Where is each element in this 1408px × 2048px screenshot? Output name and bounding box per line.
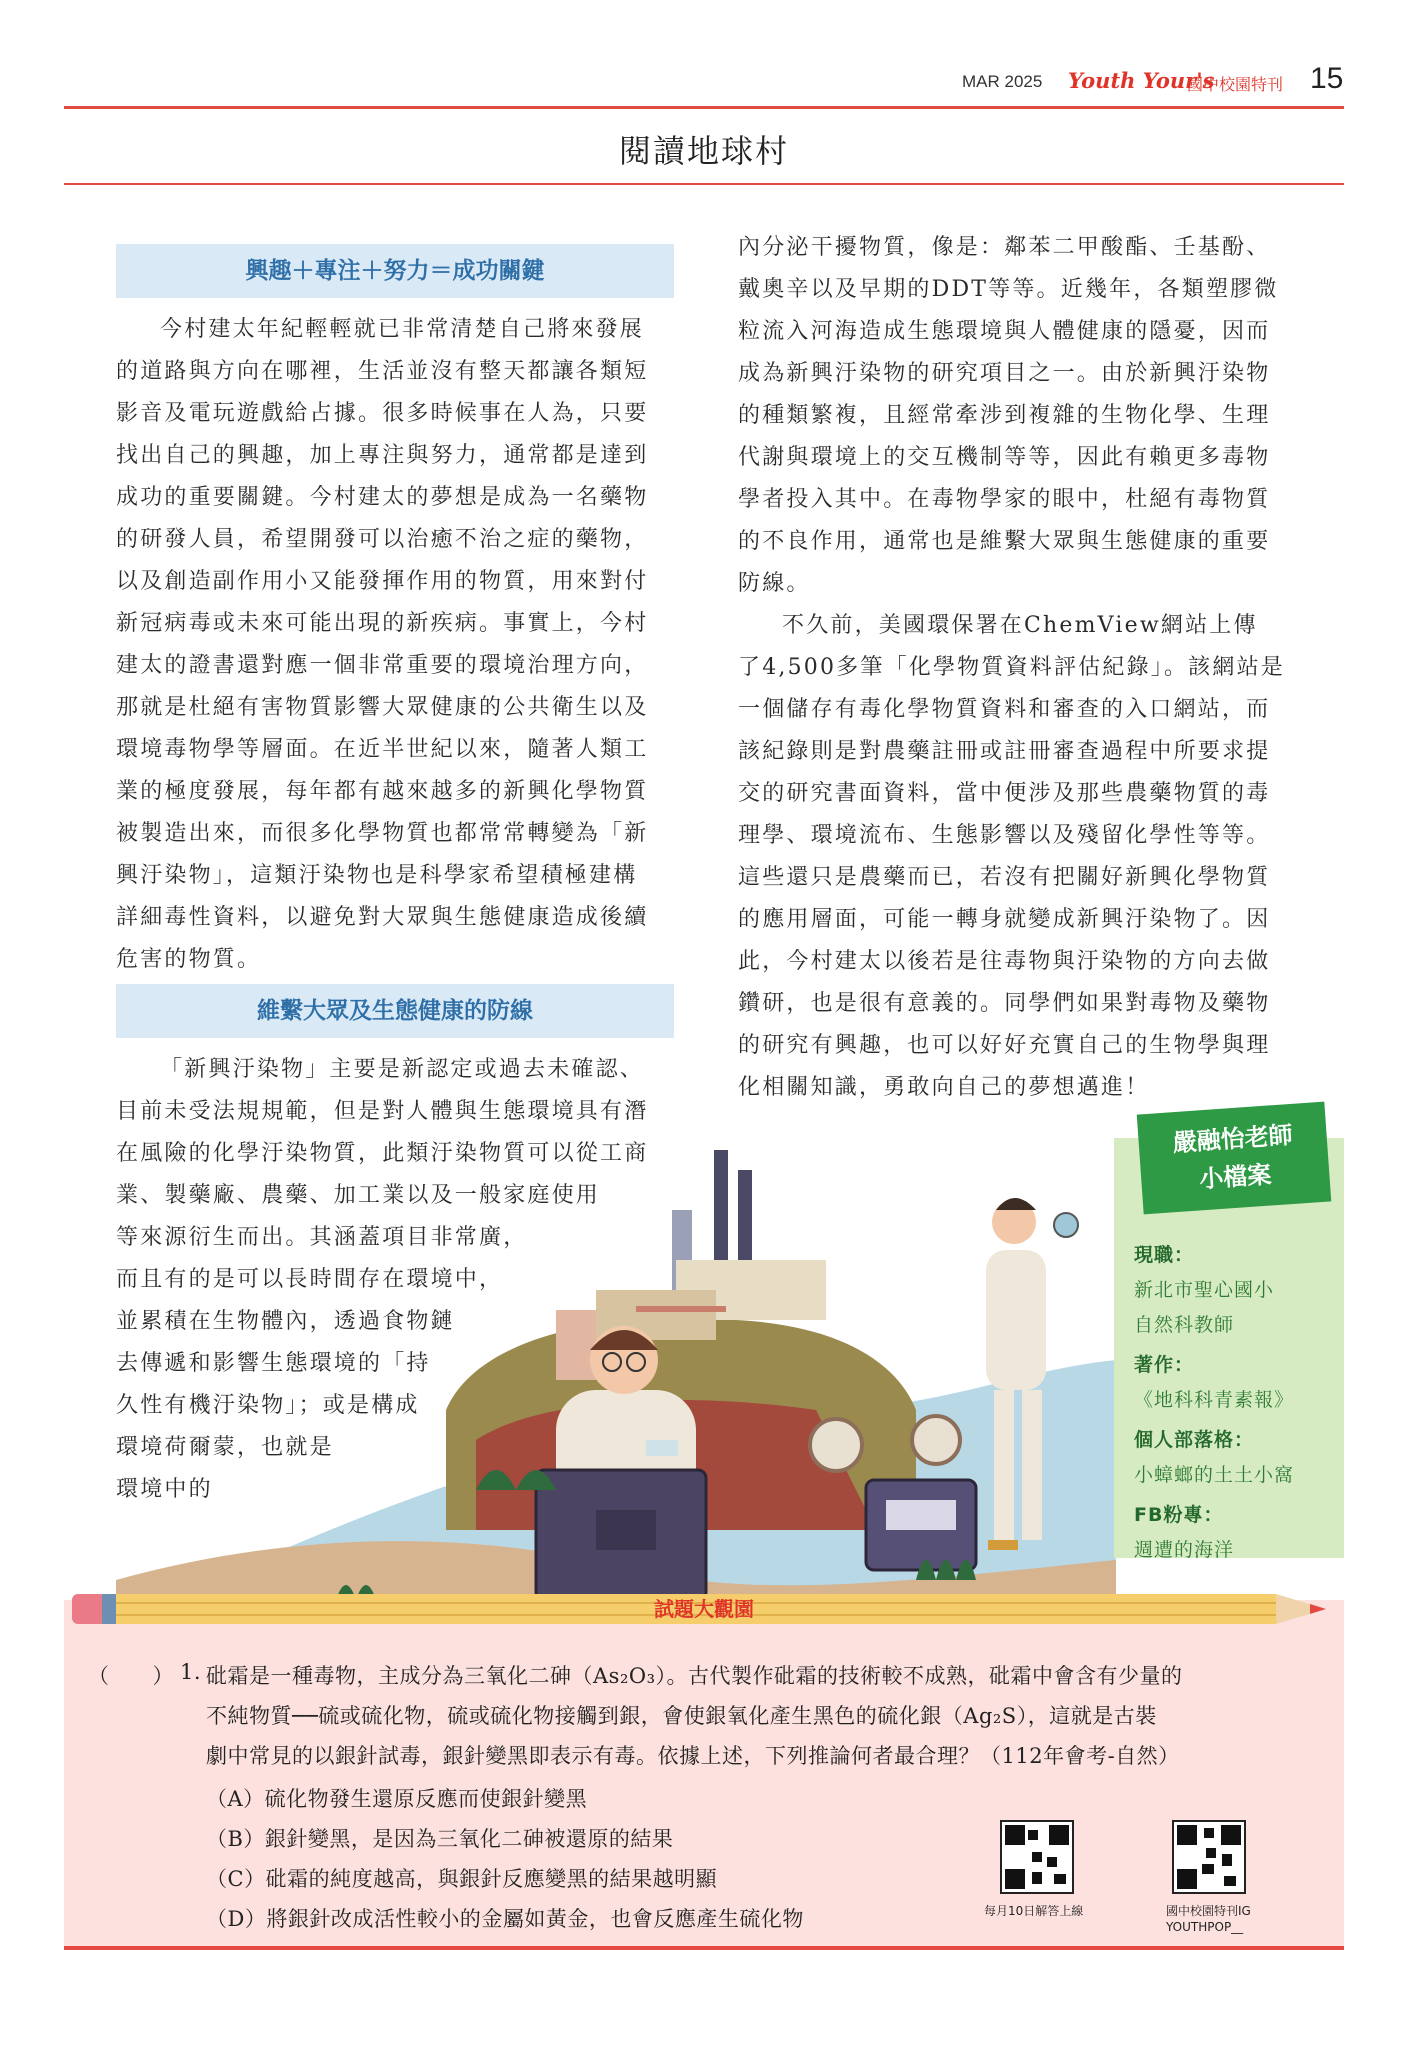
- paragraph-line: 化相關知識，勇敢向自己的夢想邁進！: [738, 1075, 1150, 1100]
- paragraph-line: 興汙染物」，這類汙染物也是科學家希望積極建構: [116, 863, 638, 888]
- paragraph-line: 久性有機汙染物」；或是構成: [116, 1393, 420, 1418]
- paragraph-line: 戴奧辛以及早期的DDT等等。近幾年，各類塑膠微: [738, 277, 1279, 302]
- paragraph-line: 交的研究書面資料，當中便涉及那些農藥物質的毒: [738, 781, 1271, 806]
- paragraph-line: 的應用層面，可能一轉身就變成新興汙染物了。因: [738, 907, 1271, 932]
- publication-name: 國中校園特刊: [1187, 75, 1284, 94]
- paragraph-line: 目前未受法規規範，但是對人體與生態環境具有潛: [116, 1099, 649, 1124]
- paragraph-line: 成功的重要關鍵。今村建太的夢想是成為一名藥物: [116, 485, 649, 510]
- paragraph-line: 業、製藥廠、農藥、加工業以及一般家庭使用: [116, 1183, 601, 1208]
- paragraph-line: 「新興汙染物」主要是新認定或過去未確認、: [160, 1057, 645, 1082]
- profile-works-label: 著作：: [1134, 1354, 1195, 1376]
- quiz-panel: [64, 1600, 1344, 1948]
- paragraph-line: 今村建太年紀輕輕就已非常清楚自己將來發展: [160, 317, 645, 342]
- pollution-scientists-illustration: [116, 1110, 1116, 1620]
- profile-fb-label: FB粉專：: [1134, 1504, 1224, 1526]
- paragraph-line: 不久前，美國環保署在ChemView網站上傳: [782, 613, 1258, 638]
- question-number: 1.: [180, 1660, 202, 1684]
- paragraph-line: 去傳遞和影響生態環境的「持: [116, 1351, 431, 1376]
- profile-job-line1: 新北市聖心國小: [1134, 1279, 1275, 1301]
- paragraph-line: 等來源衍生而出。其涵蓋項目非常廣，: [116, 1225, 528, 1250]
- paragraph-line: 新冠病毒或未來可能出現的新疾病。事實上，今村: [116, 611, 649, 636]
- paragraph-line: 那就是杜絕有害物質影響大眾健康的公共衛生以及: [116, 695, 649, 720]
- question-line-3: 劇中常見的以銀針試毒，銀針變黑即表示有毒。依據上述，下列推論何者最合理？（112年會考-自然）: [206, 1744, 1180, 1768]
- section-title: 閱讀地球村: [618, 132, 789, 170]
- paragraph-line: 鑽研，也是很有意義的。同學們如果對毒物及藥物: [738, 991, 1271, 1016]
- paragraph-line: 業的極度發展，每年都有越來越多的新興化學物質: [116, 779, 649, 804]
- paragraph-line: 而且有的是可以長時間存在環境中，: [116, 1267, 504, 1292]
- paragraph-line: 成為新興汙染物的研究項目之一。由於新興汙染物: [738, 361, 1271, 386]
- paragraph-line: 的道路與方向在哪裡，生活並沒有整天都讓各類短: [116, 359, 649, 384]
- brand-logo: Youth Your's: [1068, 68, 1215, 93]
- paragraph-line: 該紀錄則是對農藥註冊或註冊審查過程中所要求提: [738, 739, 1271, 764]
- paragraph-line: 環境荷爾蒙，也就是: [116, 1435, 334, 1460]
- quiz-bottom-rule: [64, 1946, 1344, 1950]
- paragraph-line: 並累積在生物體內，透過食物鏈: [116, 1309, 455, 1334]
- subheading-interest: 興趣＋專注＋努力＝成功關鍵: [116, 244, 674, 298]
- option-b: （B）銀針變黑，是因為三氧化二砷被還原的結果: [206, 1827, 674, 1851]
- paragraph-line: 學者投入其中。在毒物學家的眼中，杜絕有毒物質: [738, 487, 1271, 512]
- paragraph-line: 建太的證書還對應一個非常重要的環境治理方向，: [116, 653, 649, 678]
- paragraph-line: 環境毒物學等層面。在近半世紀以來，隨著人類工: [116, 737, 649, 762]
- paragraph-line: 防線。: [738, 571, 811, 596]
- paragraph-line: 代謝與環境上的交互機制等等，因此有賴更多毒物: [738, 445, 1271, 470]
- paragraph-line: 以及創造副作用小又能發揮作用的物質，用來對付: [116, 569, 649, 594]
- paragraph-line: 的研究有興趣，也可以好好充實自己的生物學與理: [738, 1033, 1271, 1058]
- subheading-defense-line: 維繫大眾及生態健康的防線: [116, 984, 674, 1038]
- profile-blog-value: 小蟑螂的土土小窩: [1134, 1464, 1295, 1486]
- ig-qr-caption-1: 國中校園特刊IG: [1166, 1904, 1251, 1918]
- question-line-2: 不純物質──硫或硫化物，硫或硫化物接觸到銀，會使銀氧化產生黑色的硫化銀（Ag₂S），這就是古裝: [206, 1704, 1157, 1728]
- qr-pattern-icon: [1002, 1822, 1072, 1892]
- qr-pattern-icon: [1174, 1822, 1244, 1892]
- ig-qr-caption-2: YOUTHPOP__: [1166, 1920, 1244, 1934]
- paragraph-line: 粒流入河海造成生態環境與人體健康的隱憂，因而: [738, 319, 1271, 344]
- paragraph-line: 詳細毒性資料，以避免對大眾與生態健康造成後續: [116, 905, 649, 930]
- paragraph-line: 的不良作用，通常也是維繫大眾與生態健康的重要: [738, 529, 1271, 554]
- profile-job-label: 現職：: [1134, 1244, 1195, 1266]
- issue-date: MAR 2025: [962, 72, 1043, 91]
- answer-bracket: （ ）: [88, 1664, 174, 1688]
- paragraph-line: 找出自己的興趣，加上專注與努力，通常都是達到: [116, 443, 649, 468]
- profile-tag-label: 小檔案: [1198, 1160, 1273, 1194]
- option-a: （A）硫化物發生還原反應而使銀針變黑: [206, 1787, 588, 1811]
- header-rule: [64, 106, 1344, 109]
- paragraph-line: 危害的物質。: [116, 947, 262, 972]
- ig-qr-code[interactable]: [1172, 1820, 1246, 1894]
- left-column-block-1: [116, 309, 676, 981]
- right-column-block: [738, 227, 1298, 1109]
- paragraph-line: 在風險的化學汙染物質，此類汙染物質可以從工商: [116, 1141, 649, 1166]
- paragraph-line: 內分泌干擾物質，像是：鄰苯二甲酸酯、壬基酚、: [738, 235, 1271, 260]
- paragraph-line: 的種類繁複，且經常牽涉到複雜的生物化學、生理: [738, 403, 1271, 428]
- paragraph-line: 理學、環境流布、生態影響以及殘留化學性等等。: [738, 823, 1271, 848]
- paragraph-line: 的研發人員，希望開發可以治癒不治之症的藥物，: [116, 527, 649, 552]
- profile-tag-name: 嚴融怡老師: [1171, 1120, 1294, 1158]
- answer-qr-caption: 每月10日解答上線: [984, 1904, 1084, 1918]
- profile-job-line2: 自然科教師: [1134, 1314, 1235, 1336]
- profile-fb-value: 週遭的海洋: [1134, 1539, 1235, 1561]
- profile-blog-label: 個人部落格：: [1134, 1429, 1255, 1451]
- paragraph-line: 此，今村建太以後若是往毒物與汙染物的方向去做: [738, 949, 1271, 974]
- profile-works-value: 《地科科青素報》: [1134, 1389, 1295, 1411]
- paragraph-line: 了4,500多筆「化學物質資料評估紀錄」。該網站是: [738, 655, 1285, 680]
- paragraph-line: 這些還只是農藥而已，若沒有把關好新興化學物質: [738, 865, 1271, 890]
- paragraph-line: 環境中的: [116, 1477, 213, 1502]
- answer-qr-code[interactable]: [1000, 1820, 1074, 1894]
- paragraph-line: 一個儲存有毒化學物質資料和審查的入口網站，而: [738, 697, 1271, 722]
- paragraph-line: 被製造出來，而很多化學物質也都常常轉變為「新: [116, 821, 649, 846]
- profile-tag: [1137, 1102, 1332, 1215]
- section-rule: [64, 183, 1344, 185]
- option-d: （D）將銀針改成活性較小的金屬如黃金，也會反應產生硫化物: [206, 1907, 804, 1931]
- option-c: （C）砒霜的純度越高，與銀針反應變黑的結果越明顯: [206, 1867, 718, 1891]
- question-line-1: 砒霜是一種毒物，主成分為三氧化二砷（As₂O₃）。古代製作砒霜的技術較不成熟，砒霜中會含有少量的: [206, 1664, 1183, 1688]
- quiz-title: 試題大觀園: [654, 1597, 754, 1621]
- paragraph-line: 影音及電玩遊戲給占據。很多時候事在人為，只要: [116, 401, 649, 426]
- page-number: 15: [1310, 62, 1344, 95]
